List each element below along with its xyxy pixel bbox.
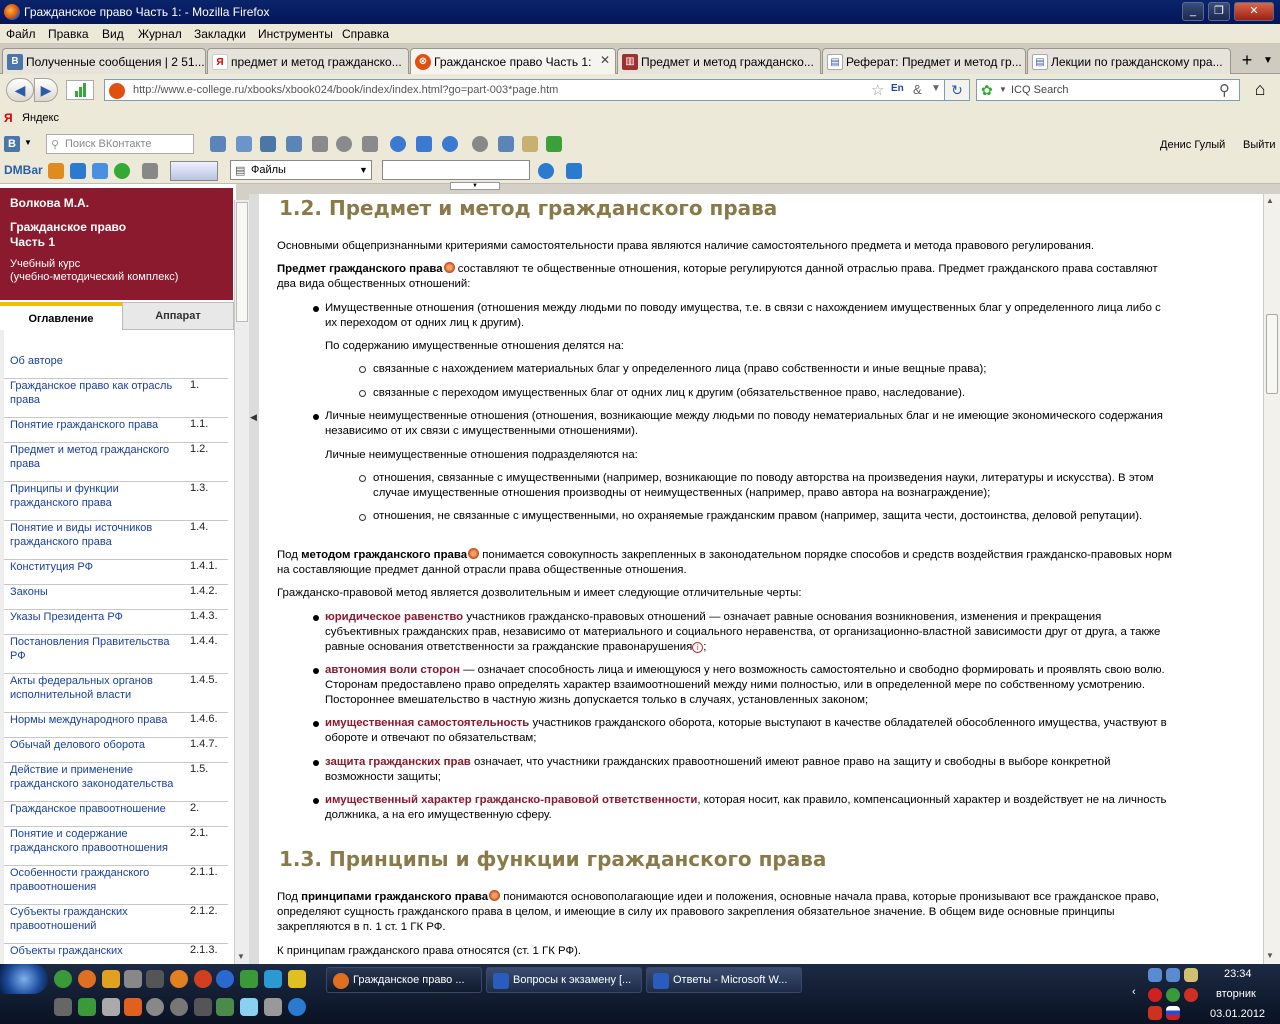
app-quicklaunch-icon[interactable]: [124, 998, 142, 1016]
vk-search-icon: ⚲: [51, 139, 60, 151]
menu-help[interactable]: Справка: [342, 27, 390, 41]
toc-item[interactable]: [0, 418, 228, 443]
toc-item[interactable]: [0, 905, 228, 944]
feature-equality: [325, 610, 1175, 655]
chat-icon[interactable]: [390, 136, 406, 152]
music-icon[interactable]: [498, 136, 514, 152]
app-quicklaunch-icon[interactable]: [240, 970, 258, 988]
feature-text: , которая носит, как правило, компенсационный характер и воздействует не на личность должника, а на его имущественную сферу.: [325, 794, 1167, 821]
course-type: Учебный курс: [10, 258, 81, 270]
page-icon: ▤: [1032, 54, 1048, 70]
app-quicklaunch-icon[interactable]: [54, 998, 72, 1016]
toc-item[interactable]: [0, 560, 228, 585]
file-icon: ▤: [235, 165, 246, 177]
tab-bar: [0, 44, 1280, 74]
tab-civil-law[interactable]: [410, 48, 616, 75]
toc-item[interactable]: [0, 674, 228, 713]
course-info: [10, 258, 223, 284]
monitor-icon[interactable]: [1166, 968, 1180, 982]
show-hidden-icon[interactable]: ‹: [1132, 986, 1136, 998]
term-protection[interactable]: защита гражданских прав: [325, 756, 471, 768]
minimize-button[interactable]: _: [1182, 2, 1204, 21]
text: Под: [277, 549, 302, 561]
url-bar[interactable]: [104, 79, 970, 101]
dm-progress: [170, 161, 218, 181]
collapse-panel-icon[interactable]: ◀: [250, 412, 257, 422]
toc-item-label[interactable]: Акты федеральных органов исполнительной власти: [10, 675, 153, 701]
menu-edit[interactable]: Правка: [48, 27, 89, 41]
toc-item-number: 2.1.2.: [190, 905, 218, 917]
toc-item[interactable]: [0, 763, 228, 802]
toc-item[interactable]: [0, 482, 228, 521]
book-title: [10, 220, 223, 250]
toc-item-number: 2.1.3.: [190, 944, 218, 956]
bullet-icon: [313, 668, 319, 674]
system-tray: [1132, 964, 1280, 1024]
skype-icon[interactable]: [1148, 1006, 1162, 1020]
book-title-line1: Гражданское право: [10, 220, 127, 234]
content-scroll-thumb[interactable]: [1266, 314, 1278, 394]
toc-item[interactable]: [0, 738, 228, 763]
list-item: связанные с нахождением материальных благ у определенного лица (право собственности и иные вещные права);: [373, 363, 987, 375]
term-autonomy[interactable]: автономия воли сторон: [325, 664, 460, 676]
dm-toolbar: [0, 158, 1280, 189]
paragraph-method-text: понимается совокупность закрепленных в законодательном порядке способов и средств воздействия гражданско-правовых норм на составляющие предмет данной отрасли права общественные отношения.: [277, 549, 1172, 576]
ampersand-icon[interactable]: &: [913, 82, 922, 97]
toc-item-label[interactable]: Действие и применение гражданского законодательства: [10, 764, 174, 790]
toc-item-number: 2.: [190, 802, 200, 814]
toc-item-number: 1.5.: [190, 763, 209, 775]
list-subheading: Личные неимущественные отношения подразделяются на:: [325, 449, 638, 461]
back-button[interactable]: ◀: [6, 78, 34, 102]
toc-item-number: 2.1.: [190, 827, 209, 839]
clock-day: вторник: [1216, 988, 1256, 1000]
toc-item-number: 1.2.: [190, 443, 209, 455]
toc-item-number: 1.3.: [190, 482, 209, 494]
paragraph-principles-text: понимаются основополагающие идеи и положения, основные начала права, которые пронизывают все гражданское право, определяют сущность гражданского права в целом, и имеющие в силу их правового закрепления обязательное значение. В общем виде основные принципы закрепляются в п. 1 ст. 1 ГК РФ.: [277, 891, 1160, 933]
task-label: Ответы - Microsoft W...: [673, 974, 788, 986]
paragraph-method: [277, 548, 1172, 578]
app-quicklaunch-icon[interactable]: [288, 998, 306, 1016]
tab-subject-method[interactable]: [617, 48, 821, 74]
audio-icon[interactable]: [362, 136, 378, 152]
book-title-line2: Часть 1: [10, 235, 56, 249]
dm-add-icon[interactable]: [70, 163, 86, 179]
start-button[interactable]: [0, 964, 48, 994]
navigation-bar: [0, 74, 1280, 106]
text: Под: [277, 891, 302, 903]
bullet-icon: [313, 760, 319, 766]
translate-icon[interactable]: En: [891, 83, 904, 94]
feature-text: участников гражданского оборота, которые выступают в качестве обладателей обособленного имущества, участвуют в обороте и отвечают по обязательствам;: [325, 717, 1167, 744]
language-flag-icon[interactable]: [1166, 1006, 1180, 1020]
bullet-icon: [313, 798, 319, 804]
circle-bullet-icon: [359, 514, 366, 521]
dm-tools-icon[interactable]: [142, 163, 158, 179]
firefox-task-icon: [333, 973, 349, 989]
ecollege-icon: ⊗: [415, 54, 431, 70]
video-icon[interactable]: [336, 136, 352, 152]
sidebar-tabs: [0, 300, 233, 330]
dm-share-icon[interactable]: [92, 163, 108, 179]
app-quicklaunch-icon[interactable]: [170, 970, 188, 988]
tab-label: Лекции по гражданскому пра...: [1051, 55, 1223, 69]
vk-logo-icon[interactable]: B: [4, 136, 20, 152]
toc-item-number: 1.4.5.: [190, 674, 218, 686]
title-bar: [0, 0, 1280, 24]
left-panel: [0, 184, 236, 964]
tab-toc[interactable]: Оглавление: [0, 302, 122, 330]
toc-item-label[interactable]: Субъекты гражданских правоотношений: [10, 906, 128, 932]
toc-item[interactable]: [0, 521, 228, 560]
folder-tray-icon[interactable]: [1184, 968, 1198, 982]
yandex-label[interactable]: Яндекс: [22, 112, 59, 124]
toc-item[interactable]: [0, 585, 228, 610]
scroll-up-icon[interactable]: ▲: [1266, 196, 1274, 205]
search-icon[interactable]: ⚲: [1219, 82, 1230, 99]
task-label: Гражданское право ...: [353, 974, 465, 986]
feature-autonomy: [325, 663, 1175, 708]
scroll-down-icon[interactable]: ▼: [1266, 951, 1274, 960]
dropdown-icon[interactable]: ▼: [931, 83, 941, 94]
feature-text: означает, что участники гражданских правоотношений имеют равное право на защиту и свободны в выборе конкретной возможности защиты;: [325, 756, 1111, 783]
files-dropdown[interactable]: [230, 160, 372, 180]
url-text: http://www.e-college.ru/xbooks/xbook024/book/index/index.html?go=part-003*page.htm: [133, 84, 559, 96]
app-quicklaunch-icon[interactable]: [102, 970, 120, 988]
plus-icon[interactable]: [546, 136, 562, 152]
toc-item[interactable]: [0, 635, 228, 674]
app-quicklaunch-icon[interactable]: [170, 998, 188, 1016]
term-subject: Предмет гражданского права: [277, 263, 443, 275]
taskbar: [0, 964, 1280, 1024]
bullet-icon: [313, 414, 319, 420]
course-desc: (учебно-методический комплекс): [10, 271, 179, 283]
task-exam-questions[interactable]: [486, 967, 642, 993]
book-icon: ▥: [622, 54, 638, 70]
glossary-marker-icon[interactable]: [468, 548, 479, 559]
glossary-marker-icon[interactable]: [444, 262, 455, 273]
app-quicklaunch-icon[interactable]: [78, 970, 96, 988]
left-scrollbar[interactable]: [234, 200, 249, 965]
network-icon[interactable]: [1148, 968, 1162, 982]
list-item-property-relations: Имущественные отношения (отношения между людьми по поводу имущества, т.е. в связи с нахождением имущественных благ у определенного лица либо с их переходом от одних лиц к другим).: [325, 302, 1161, 329]
home-icon[interactable]: ⌂: [1254, 79, 1266, 99]
new-tab-button[interactable]: +: [1241, 50, 1253, 70]
clock-date: 03.01.2012: [1210, 1008, 1266, 1020]
scroll-down-icon[interactable]: ▼: [237, 952, 245, 961]
toc-item-label[interactable]: Постановления Правительства РФ: [10, 636, 170, 662]
feature-independence: [325, 716, 1175, 746]
vk-dropdown-icon[interactable]: ▼: [24, 138, 32, 147]
home-vk-icon[interactable]: [260, 136, 276, 152]
toc-item-label[interactable]: Законы: [10, 586, 48, 598]
yandex-icon: Я: [212, 54, 228, 70]
tab-apparatus[interactable]: Аппарат: [122, 302, 234, 330]
menu-history[interactable]: Журнал: [138, 27, 182, 41]
task-answers[interactable]: [646, 967, 802, 993]
toc-item[interactable]: [0, 443, 228, 482]
tab-label: предмет и метод гражданско...: [231, 55, 402, 69]
book-header: [0, 188, 233, 300]
menu-tools[interactable]: Инструменты: [258, 27, 333, 41]
app-quicklaunch-icon[interactable]: [102, 998, 120, 1016]
dm-status-icon[interactable]: [114, 163, 130, 179]
app-quicklaunch-icon[interactable]: [288, 970, 306, 988]
app-quicklaunch-icon[interactable]: [78, 998, 96, 1016]
toc-item-number: 1.4.: [190, 521, 209, 533]
dmbar-logo[interactable]: DMBar: [4, 163, 43, 177]
info-marker-icon[interactable]: i: [692, 642, 703, 653]
site-icon: [109, 83, 125, 99]
maximize-button[interactable]: ❐: [1208, 2, 1230, 21]
app-quicklaunch-icon[interactable]: [240, 998, 258, 1016]
author-name: Волкова М.А.: [10, 196, 90, 210]
collapse-toolbar-icon[interactable]: ▼: [450, 182, 500, 190]
feature-liability: [325, 793, 1175, 823]
clock-time[interactable]: 23:34: [1224, 968, 1252, 980]
vk-toolbar: [0, 130, 1280, 158]
content-scrollbar[interactable]: [1263, 194, 1280, 964]
yandex-bar: [0, 106, 1280, 130]
photo-icon[interactable]: [312, 136, 328, 152]
reload-button[interactable]: ↻: [944, 79, 970, 101]
toc-item-label[interactable]: Указы Президента РФ: [10, 611, 123, 623]
word-task-icon: [653, 973, 669, 989]
app-quicklaunch-icon[interactable]: [264, 998, 282, 1016]
toc-item-label[interactable]: Конституция РФ: [10, 561, 93, 573]
app-quicklaunch-icon[interactable]: [146, 970, 164, 988]
icq-tray-icon[interactable]: [1166, 988, 1180, 1002]
bullet-icon: [313, 306, 319, 312]
tab-list-button[interactable]: ▼: [1263, 55, 1273, 66]
page-icon: ▤: [827, 54, 843, 70]
toc-item-number: 1.4.6.: [190, 713, 218, 725]
toc-item-number: 1.4.7.: [190, 738, 218, 750]
vk-username[interactable]: Денис Гулый: [1160, 139, 1226, 151]
stats-icon[interactable]: [66, 80, 94, 100]
friends-icon[interactable]: [286, 136, 302, 152]
term-method: методом гражданского права: [301, 549, 468, 561]
circle-bullet-icon: [359, 366, 366, 373]
toc-item-label[interactable]: Принципы и функции гражданского права: [10, 483, 119, 509]
heart-icon[interactable]: [1148, 988, 1162, 1002]
folder-icon[interactable]: [522, 136, 538, 152]
app-quicklaunch-icon[interactable]: [146, 998, 164, 1016]
window-title: Гражданское право Часть 1: - Mozilla Firefox: [24, 5, 270, 19]
term-equality[interactable]: юридическое равенство: [325, 611, 464, 623]
feature-text: — означает способность лица и имеющуюся у него возможность самостоятельно и свободно формировать и проявлять свою волю. Сторонам предоставлено право определять характер взаимоотношений между ними полностью, или в определенной мере по собственному усмотрению. Постороннее вмешательство в частную жизнь допускается только в случаях, установленных законом;: [325, 664, 1165, 706]
people-icon[interactable]: [236, 136, 252, 152]
app-quicklaunch-icon[interactable]: [216, 970, 234, 988]
firefox-icon: [4, 4, 20, 20]
toc-item-label[interactable]: Понятие гражданского права: [10, 419, 159, 431]
bullet-icon: [313, 615, 319, 621]
tab-yandex-search[interactable]: [207, 48, 409, 74]
feature-text-end: ;: [703, 641, 707, 653]
section-heading-1-2: 1.2. Предмет и метод гражданского права: [279, 196, 778, 220]
toc-item-label[interactable]: Понятие и виды источников гражданского права: [10, 522, 153, 548]
toc-item-label[interactable]: Особенности гражданского правоотношения: [10, 867, 150, 893]
toc-item[interactable]: [0, 827, 228, 866]
app-quicklaunch-icon[interactable]: [216, 998, 234, 1016]
paragraph-principles-list: К принципам гражданского права относятся (ст. 1 ГК РФ).: [277, 945, 582, 957]
search-placeholder: ICQ Search: [1011, 84, 1069, 96]
panel-splitter[interactable]: [249, 194, 259, 964]
chevron-down-icon: ▼: [359, 165, 368, 175]
app-quicklaunch-icon[interactable]: [194, 970, 212, 988]
forward-button[interactable]: ▶: [34, 78, 58, 102]
vk-logout-link[interactable]: Выйти: [1243, 139, 1276, 151]
toc-item-label[interactable]: Предмет и метод гражданского права: [10, 444, 170, 470]
app-quicklaunch-icon[interactable]: [264, 970, 282, 988]
paragraph-subject-text: составляют те общественные отношения, которые регулируются данной отраслью права. Предмет гражданского права составляют два вида общественных отношений:: [277, 263, 1158, 290]
term-principles: принципами гражданского права: [301, 891, 489, 903]
menu-bar: [0, 24, 1280, 44]
toc-item-label[interactable]: Об авторе: [10, 355, 63, 367]
toc-item[interactable]: [0, 610, 228, 635]
close-window-button[interactable]: ✕: [1234, 2, 1274, 21]
gear-icon[interactable]: [472, 136, 488, 152]
mail-icon[interactable]: [210, 136, 226, 152]
feature-protection: [325, 755, 1175, 785]
left-scroll-thumb[interactable]: [236, 202, 248, 322]
list-item: отношения, связанные с имущественными (например, возникающие по поводу авторства на произведения науки, литературы и искусства). В этом случае имущественные отношения производны от неимущественных (например, право автора на вознаграждение);: [373, 472, 1154, 499]
toc-item-number: 1.4.1.: [190, 560, 218, 572]
toc-item-number: 1.4.4.: [190, 635, 218, 647]
icq-quicklaunch-icon[interactable]: [54, 970, 72, 988]
toc-item[interactable]: [0, 379, 228, 418]
paragraph-features: Гражданско-правовой метод является дозволительным и имеет следующие отличительные черты:: [277, 587, 802, 599]
paragraph-principles: [277, 890, 1172, 935]
tab-label: Полученные сообщения | 2 51...: [26, 55, 205, 69]
vk-icon: B: [7, 54, 23, 70]
toc-item-number: 2.1.1.: [190, 866, 218, 878]
vk-search-input[interactable]: [46, 134, 194, 154]
notes-icon[interactable]: [416, 136, 432, 152]
dm-search-icon[interactable]: [538, 163, 554, 179]
task-firefox[interactable]: [326, 967, 482, 993]
toc-item-number: 1.1.: [190, 418, 209, 430]
toc-item-label[interactable]: Гражданское правоотношение: [10, 803, 166, 815]
menu-view[interactable]: Вид: [102, 27, 124, 41]
search-box[interactable]: [976, 79, 1240, 101]
toc-item-label[interactable]: Понятие и содержание гражданского правоотношения: [10, 828, 168, 854]
toc-item-number: 1.4.2.: [190, 585, 218, 597]
dm-search-input[interactable]: [382, 160, 530, 180]
toc-item[interactable]: [0, 802, 228, 827]
circle-bullet-icon: [359, 390, 366, 397]
list-subheading: По содержанию имущественные отношения делятся на:: [325, 340, 624, 352]
term-liability[interactable]: имущественный характер гражданско-правовой ответственности: [325, 794, 698, 806]
glossary-marker-icon[interactable]: [489, 890, 500, 901]
toc-item-number: 1.: [190, 379, 200, 391]
tab-label: Предмет и метод гражданско...: [641, 55, 814, 69]
menu-bookmarks[interactable]: Закладки: [194, 27, 246, 41]
dm-download-icon[interactable]: [566, 163, 582, 179]
files-label: Файлы: [251, 164, 286, 176]
toc-item[interactable]: [0, 354, 228, 379]
list-item: связанные с переходом имущественных благ от одних лиц к другим (обязательственное право, наследование).: [373, 387, 966, 399]
list-item: отношения, не связанные с имущественными, но охраняемые гражданским правом (например, защита чести, достоинства, деловой репутации).: [373, 510, 1143, 522]
toc-item-label[interactable]: Нормы международного права: [10, 714, 168, 726]
app-quicklaunch-icon[interactable]: [194, 998, 212, 1016]
list-item-personal-relations: Личные неимущественные отношения (отношения, возникающие между людьми по поводу нематериальных благ и не имеющие экономического содержания независимо от их связи с имущественными отношениями).: [325, 410, 1163, 437]
help-icon[interactable]: [442, 136, 458, 152]
toc-item-number: 1.4.3.: [190, 610, 218, 622]
toc-item[interactable]: [0, 713, 228, 738]
tab-label: Реферат: Предмет и метод гр...: [846, 55, 1022, 69]
word-task-icon: [493, 973, 509, 989]
paragraph-criteria: Основными общепризнанными критериями самостоятельности права являются наличие самостоятельного предмета и метода правового регулирования.: [277, 240, 1095, 252]
close-tab-icon[interactable]: ✕: [599, 53, 610, 67]
dm-chat-icon[interactable]: [48, 163, 64, 179]
menu-file[interactable]: Файл: [6, 27, 36, 41]
tab-lectures[interactable]: [1027, 48, 1231, 74]
circle-bullet-icon: [359, 475, 366, 482]
main-content: [259, 194, 1263, 964]
paragraph-subject: [277, 262, 1172, 292]
toc-item-label[interactable]: Гражданское право как отрасль права: [10, 380, 173, 406]
tab-vk-messages[interactable]: [2, 48, 206, 74]
section-heading-1-3: 1.3. Принципы и функции гражданского права: [279, 847, 827, 871]
toc-item-label[interactable]: Обычай делового оборота: [10, 739, 145, 751]
antivirus-icon[interactable]: [1184, 988, 1198, 1002]
tab-label: Гражданское право Часть 1:: [434, 55, 592, 69]
toc-item-label[interactable]: Объекты гражданских: [10, 945, 123, 957]
term-independence[interactable]: имущественная самостоятельность: [325, 717, 530, 729]
app-quicklaunch-icon[interactable]: [124, 970, 142, 988]
task-label: Вопросы к экзамену [...: [513, 974, 632, 986]
feature-text: участников гражданско-правовых отношений — означает равные основания возникновения, изменения и прекращения субъективных гражданских прав, независимо от материального и социального неравенства, от организационно-властной зависимости друг от друга, а также равные основания ответственности за гражданские правонарушения: [325, 611, 1161, 653]
bullet-icon: [313, 721, 319, 727]
engine-dropdown-icon[interactable]: ▼: [999, 85, 1007, 94]
tab-referat[interactable]: [822, 48, 1026, 74]
bookmark-star-icon[interactable]: ☆: [871, 82, 885, 99]
icq-icon: ✿: [981, 82, 993, 98]
toc-item[interactable]: [0, 866, 228, 905]
vk-search-placeholder: Поиск ВКонтакте: [65, 138, 152, 150]
yandex-logo-icon: Я: [4, 111, 13, 125]
